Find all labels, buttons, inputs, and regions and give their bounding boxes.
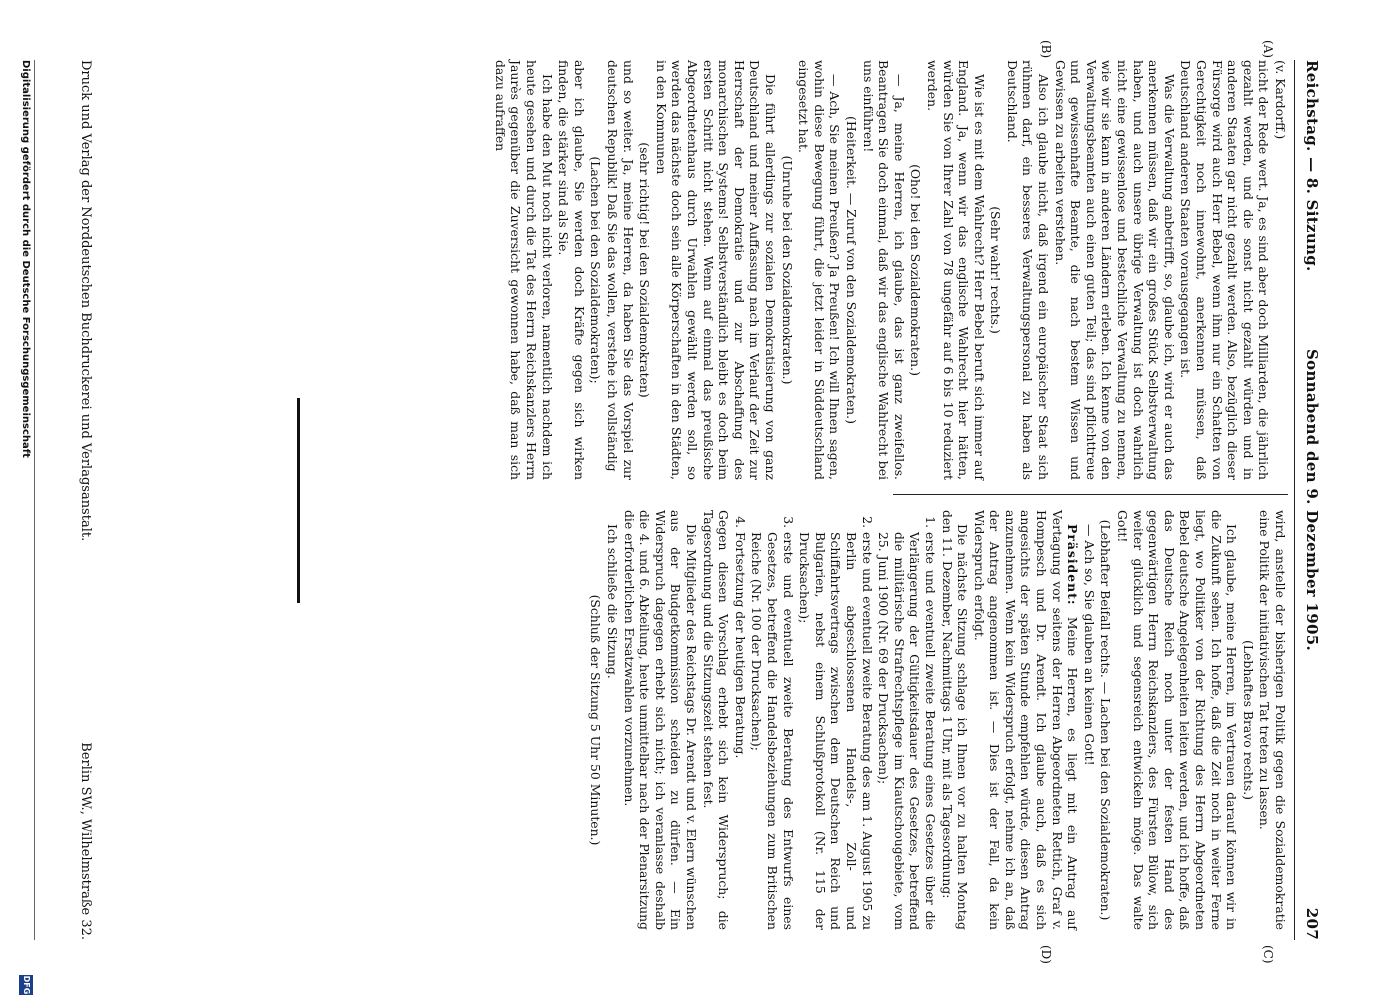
paragraph: Die nächste Sitzung schlage ich Ihnen vor zu halten Montag den 11. Dezember, Nachmittags 1 Uhr, mit als Tagesordnung: — [939, 510, 971, 930]
end-rule — [297, 398, 300, 603]
agenda-item: 2. erste und eventuell zweite Beratung des am 1. August 1905 zu Berlin abgeschlossenen Handels-, Zoll- und Schiffahrtsvertrags zwischen dem Deutschen Reich und Bulgarien, nebst einem Schlußprotokoll (Nr. 115 der Drucksachen); — [797, 532, 875, 930]
paragraph: — Ach so, Sie glauben an keinen Gott! — [1081, 524, 1097, 766]
paragraph: Was die Verwaltung anbetrifft, so, glaube ich, wird er auch das anerkennen müssen, daß wir ein großes Stück Selbstverwaltung haben, und auch unsere übrige Verwaltung ist doch wahrlich nicht eine gewissenlose und bestechliche Verwaltung zu nennen, wie wir sie kann in anderen Ländern erleben. Ich kenne von den Verwaltungsbeamten auch einen guten Teil; das sind pflichttreue und gewissenhafte Beamte, die nach bestem Wissen und Gewissen zu arbeiten verstehen. — [1052, 60, 1177, 480]
agenda-item: 4. Fortsetzung der heutigen Beratung. — [732, 532, 748, 930]
paragraph: Also ich glaube nicht, daß irgend ein europäischer Staat sich rühmen darf, ein besseres Verwaltungspersonal zu haben als Deutschland. — [1004, 60, 1052, 480]
text-column-left — [491, 60, 1288, 480]
page-number: 207 — [1303, 907, 1321, 940]
margin-marker-d: (D) — [1039, 945, 1053, 964]
header-left: Reichstag. — 8. Sitzung. — [1303, 60, 1321, 272]
margin-marker-c: (C) — [1261, 945, 1275, 964]
column-divider — [893, 494, 1288, 495]
paragraph: aber ich glaube, Sie werden doch Kräfte gegen sich wirken finden, die stärker sind als Sie. — [556, 60, 587, 480]
interjection: (Heiterkeit. — Zuruf von den Sozialdemokraten.) — [843, 116, 859, 424]
paragraph: Ich glaube, meine Herren, im Vertrauen darauf können wir in die Zukunft sehen. Ich hoffe, daß die Zeit noch in weiter Ferne liegt, wo Politiker von der Richtung des Herrn Abgeordneten Bebel deutsche Angelegenheiten leiten werden, und ich hoffe, daß das Deutsche Reich noch unter der festen Hand des gegenwärtigen Herrn Reichskanzlers, des Fürsten Bülow, sich weiter glücklich und segensreich entwickeln möge. Das walte Gott! — [1115, 510, 1240, 930]
dfg-logo-icon: DFG — [19, 975, 33, 995]
interjection: (Lachen bei den Sozialdemokraten); — [588, 156, 604, 384]
president-paragraph — [971, 510, 1080, 930]
interjection: (sehr richtig! bei den Sozialdemokraten) — [637, 142, 653, 398]
header-date: Sonnabend den 9. Dezember 1905. — [1303, 349, 1321, 651]
agenda-item: 3. erste und eventuell zweite Beratung des Entwurfs eines Gesetzes, betreffend die Handelsbeziehungen zum Britischen Reiche (Nr. 100 der Drucksachen); — [749, 532, 796, 930]
interjection: (Oho! bei den Sozialdemokraten.) — [908, 164, 924, 376]
interjection: (Unruhe bei den Sozialdemokraten.) — [779, 155, 795, 385]
imprint-printer: Druck und Verlag der Norddeutschen Buchdruckerei und Verlagsanstalt. — [78, 60, 93, 542]
agenda-list — [732, 510, 938, 930]
speaker-tag: (v. Kardorff.) — [1273, 60, 1288, 140]
margin-marker-b: (B) — [1039, 40, 1053, 59]
paragraph: Wie ist es mit dem Wahlrecht? Herr Bebel beruft sich immer auf England. Ja, wenn wir das englische Wahlrecht hier hätten, würden Sie von Ihrer Zahl von 78 ungefähr auf 6 bis 10 reduziert werden. — [924, 60, 987, 480]
funding-rule — [34, 60, 35, 940]
funding-notice: Digitalisierung gefördert durch die Deutsche Forschungsgemeinschaft — [20, 60, 31, 458]
paragraph: und so weiter. Ja, meine Herren, da haben Sie das Vorspiel zur deutschen Republik! Daß Sie das wollen, verstehe ich vollständig — [605, 60, 636, 480]
speaker-name: Präsident: — [1065, 524, 1081, 606]
paragraph-text: Meine Herren, es liegt mit ein Antrag auf Vertagung vor seitens der Herren Abgeordneten Rettich, Graf v. Hompesch und Dr. Arendt. Ich glaube auch, daß es sich angesichts der späten Stunde empfehlen würde, diesen Antrag anzunehmen. Wenn kein Widerspruch erfolgt, nehme ich an, daß der Antrag angenommen ist. — Dies ist der Fall, da kein Widerspruch erfolgt. — [971, 510, 1081, 930]
margin-marker-a: (A) — [1261, 40, 1275, 59]
interjection: (Lebhaftes Bravo rechts.) — [1240, 640, 1256, 800]
running-header — [1297, 60, 1321, 940]
paragraph: Gegen diesen Vorschlag erhebt sich kein Widerspruch; die Tagesordnung und die Sitzungszeit stehen fest. — [700, 510, 732, 930]
session-closing: (Schluß der Sitzung 5 Uhr 50 Minuten.) — [588, 594, 604, 846]
agenda-item: 1. erste und eventuell zweite Beratung eines Gesetzes über die Verlängerung der Gültigkeitsdauer des Gesetzes, betreffend die militärische Strafrechtspflege im Kiautschougebiete, vom 25. Juni 1900 (Nr. 69 der Drucksachen); — [876, 532, 938, 930]
paragraph: Ich schließe die Sitzung. — [605, 524, 621, 679]
paragraph: Die Mitglieder des Reichstags Dr. Arendt und v. Elern wünschen aus der Budgetkommission scheiden zu dürfen. — Ein Widerspruch dagegen erhebt sich nicht; ich veranlasse deshalb die 4. und 6. Abteilung, heute unmittelbar nach der Plenarsitzung die erforderlichen Ersatzwahlen vorzunehmen. — [621, 510, 700, 930]
paragraph: Ich habe den Mut noch nicht verloren, namentlich nachdem ich heute gesehen und durch die Tat des Herrn Reichskanzlers Herrn Jaurès gegenüber die Zuversicht gewonnen habe, daß man sich dazu aufraffen — [492, 60, 555, 480]
paragraph: nicht der Rede wert. Ja, es sind aber doch Milliarden, die jährlich gezahlt werden, und die sonst nicht gezahlt würden und in anderen Staaten gar nicht gezahlt werden. Also, bezüglich dieser Fürsorge wird auch Herr Bebel, wenn ihm nur ein Schatten von Gerechtigkeit noch innewohnt, anerkennen müssen, daß Deutschland anderen Staaten vorausgegangen ist. — [1178, 60, 1272, 480]
paragraph: — Ja, meine Herren, ich glaube, das ist ganz zweifellos. Beantragen Sie doch einmal, daß wir das englische Wahlrecht bei uns einführen! — [860, 60, 907, 480]
interjection: (Sehr wahr! rechts.) — [988, 206, 1004, 334]
paragraph: — Ach, Sie meinen Preußen? Ja Preußen! Ich will Ihnen sagen, wohin diese Bewegung führt, die jetzt leider in Süddeutschland eingesetzt hat. — [796, 60, 843, 480]
header-rule — [1294, 60, 1295, 940]
text-column-right — [587, 510, 1288, 930]
paragraph: wird, anstelle der bisherigen Politik gegen die Sozialdemokratie eine Politik der initiativischen Tat treten zu lassen. — [1257, 510, 1288, 930]
imprint-address: Berlin SW., Wilhelmstraße 32. — [78, 742, 93, 940]
paragraph: Die führt allerdings zur sozialen Demokratisierung von ganz Deutschland und meiner Auffassung nach im Verlauf der Zeit zur Herrschaft der Demokratie und zur Abschaffung des monarchischen Systems! Selbstverständlich bleibt es doch beim ersten Schritt nicht stehen. Wenn auf einmal das preußische Abgeordnetenhaus durch Urwahlen gewählt werden soll, so werden das nächste doch sein alle Körperschaften in den Städten, in den Kommunen — [653, 60, 778, 480]
interjection: (Lebhafter Beifall rechts. — Lachen bei den Sozialdemokraten.) — [1098, 519, 1114, 921]
